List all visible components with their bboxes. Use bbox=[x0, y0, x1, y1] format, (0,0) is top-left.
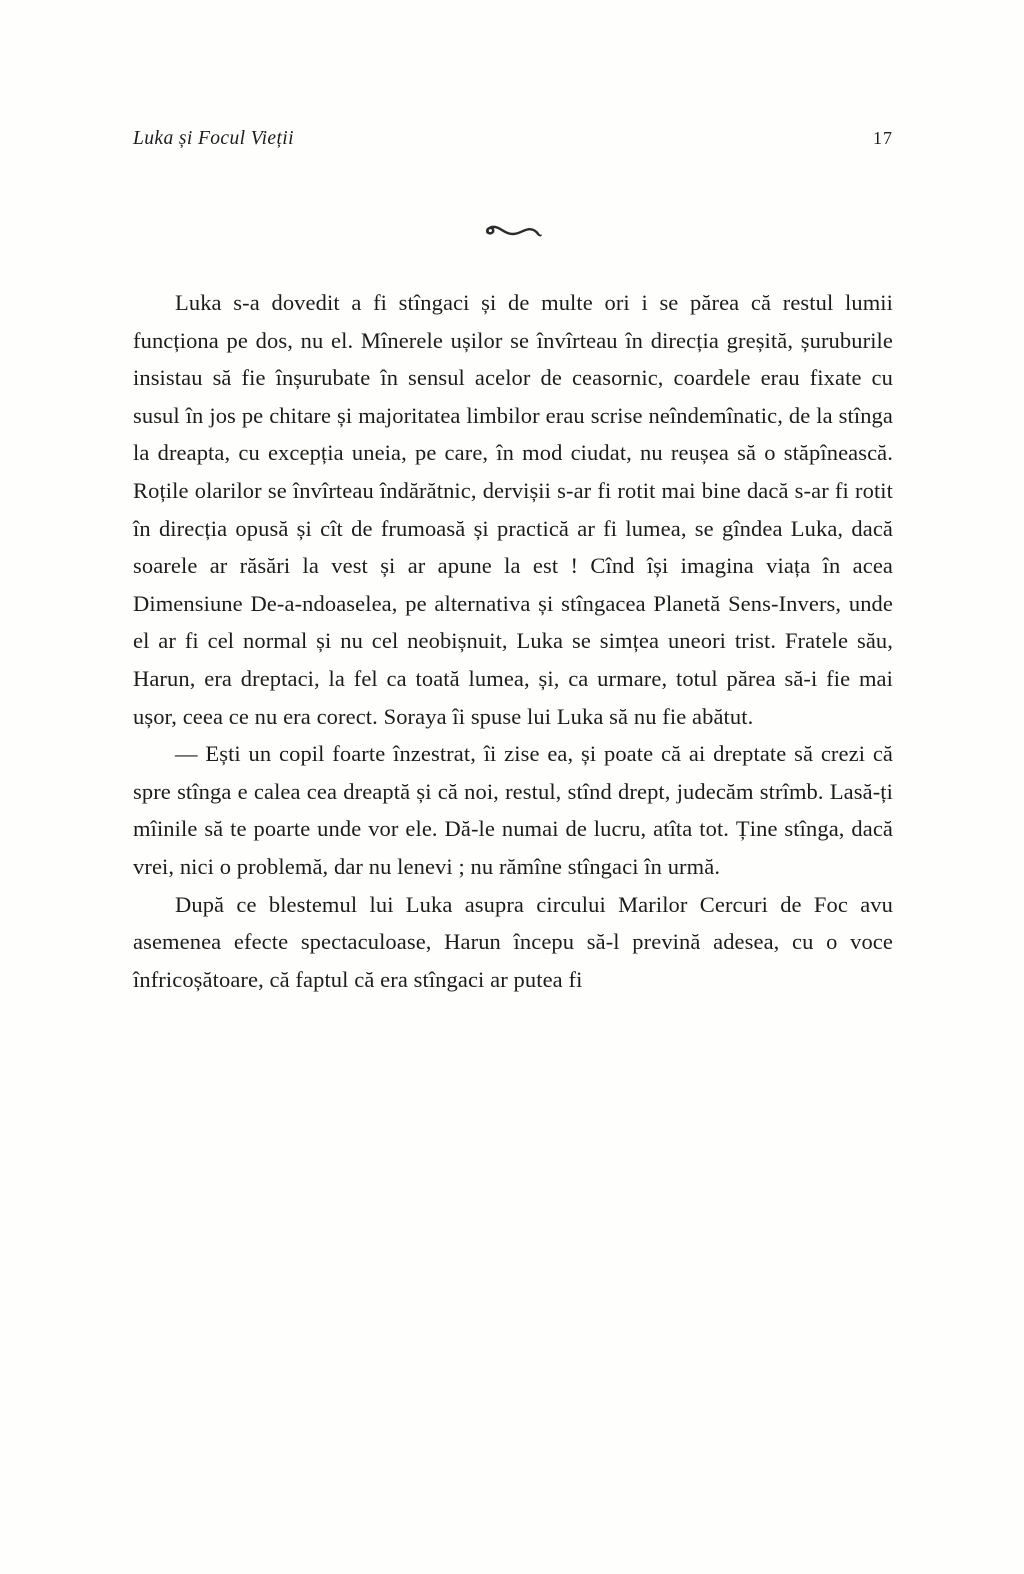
paragraph: — Ești un copil foarte înzestrat, îi zise ea, și poate că ai dreptate să crezi că spre stînga e calea cea dreaptă și că noi, restul, stînd drept, judecăm strîmb. Lasă-ți mîinile să te poarte unde vor ele. Dă-le numai de lucru, atîta tot. Ține stînga, dacă vrei, nici o problemă, dar nu lenevi ; nu rămîne stîngaci în urmă. bbox=[133, 741, 893, 879]
paragraph: Luka s-a dovedit a fi stîngaci și de multe ori i se părea că restul lumii funcționa pe dos, nu el. Mînerele ușilor se învîrteau în direcția greșită, șuruburile insistau să fie înșurubate în sensul acelor de ceasornic, coardele erau fixate cu susul în jos pe chitare și majoritatea limbilor erau scrise neîndemînatic, de la stînga la dreapta, cu excepția uneia, pe care, în mod ciudat, nu reușea să o stăpînească. Roțile olarilor se învîrteau îndărătnic, dervișii s-ar fi rotit mai bine dacă s-ar fi rotit în direcția opusă și cît de frumoasă și practică ar fi lumea, se gîndea Luka, dacă soarele ar răsări la vest și ar apune la est ! Cînd își imagina viața în acea Dimensiune De-a-ndoaselea, pe alternativa și stîngacea Planetă Sens-Invers, unde el ar fi cel normal și nu cel neobișnuit, Luka se simțea uneori trist. Fratele său, Harun, era dreptaci, la fel ca toată lumea, și, ca urmare, totul părea să-i fie mai ușor, ceea ce nu era corect. Soraya îi spuse lui Luka să nu fie abătut. bbox=[133, 290, 893, 729]
running-header-title: Luka și Focul Vieții bbox=[133, 128, 294, 149]
text-column bbox=[133, 0, 893, 998]
running-header bbox=[133, 0, 893, 150]
section-ornament-icon bbox=[133, 222, 893, 246]
paragraph: După ce blestemul lui Luka asupra circului Marilor Cercuri de Foc avu asemenea efecte spectaculoase, Harun începu să-l prevină adesea, cu o voce înfricoșătoare, că faptul că era stîngaci ar putea fi bbox=[133, 891, 893, 992]
body-text bbox=[133, 284, 893, 998]
page-number: 17 bbox=[873, 128, 893, 148]
